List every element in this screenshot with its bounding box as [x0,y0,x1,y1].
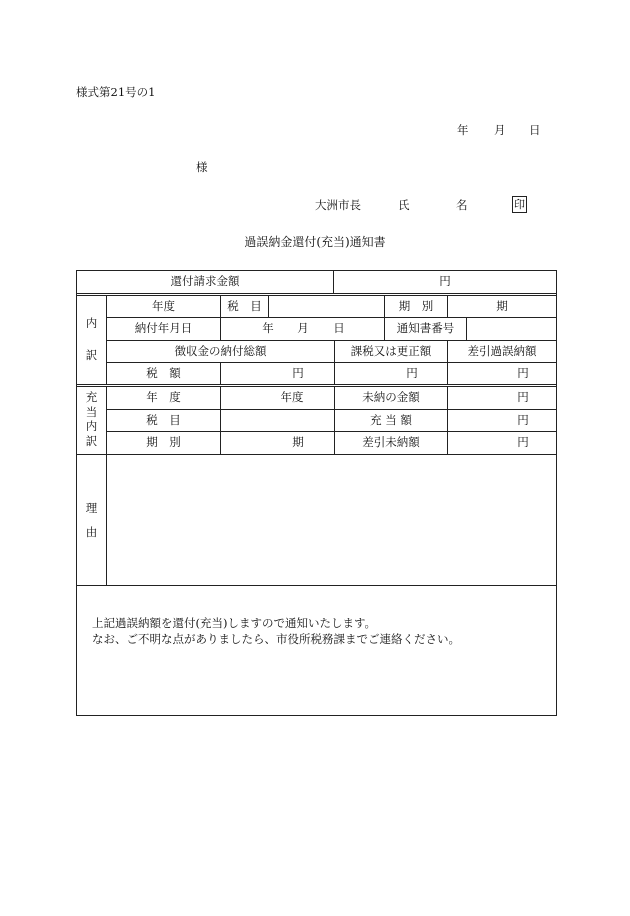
tax-changed-label: 課税又は更正額 [350,344,432,358]
col-divider [220,317,221,340]
breakdown-char: 訳 [85,348,98,362]
reason-char: 由 [85,525,98,539]
refund-amount-unit: 円 [439,274,451,288]
row-divider [77,384,556,385]
appropriation-char: 当 [85,404,98,419]
app-period-unit: 期 [292,435,304,449]
col-divider [447,386,448,454]
diff-overpaid-label: 差引過誤納額 [467,344,537,358]
app-tax-item-label: 税 目 [146,413,181,427]
breakdown-char: 内 [85,316,98,330]
form-number: 様式第21号の1 [76,85,156,99]
notice-number-label: 通知書番号 [396,321,455,335]
breakdown-label [77,315,106,363]
seal-mark: 印 [514,198,525,211]
fiscal-year-label: 年度 [152,299,175,313]
diff-unpaid-yen: 円 [517,435,529,449]
col-divider [220,362,221,384]
unpaid-amount-label: 未納の金額 [362,390,420,404]
date-year-label: 年 [457,123,469,137]
app-period-label: 期 別 [146,435,181,449]
col-divider [268,295,269,317]
unpaid-yen: 円 [517,390,529,404]
appropriation-char: 充 [85,390,98,404]
period-unit: 期 [496,299,508,313]
refund-amount-label: 還付請求金額 [170,274,240,288]
appropriated-amount-label: 充 当 額 [370,413,412,427]
tax-amount-label: 税 額 [146,366,181,380]
date-day-label: 日 [529,123,541,137]
reason-field[interactable] [107,455,556,585]
period-label: 期 別 [398,299,434,313]
name-label-first: 氏 [398,198,410,212]
form-table [76,270,557,716]
document-title: 過誤納金還付(充当)通知書 [244,235,386,249]
payment-date-month: 月 [297,321,309,335]
diff-unpaid-label: 差引未納額 [362,435,420,449]
payment-date-year: 年 [262,321,274,335]
app-year-label: 年 度 [146,390,181,404]
row-divider [77,293,556,294]
notice-line-2: なお、ご不明な点がありましたら、市役所税務課までご連絡ください。 [92,632,460,646]
appropriated-yen: 円 [517,413,529,427]
appropriation-char: 内 [85,419,98,433]
notice-line-1: 上記過誤納額を還付(充当)しますので通知いたします。 [92,616,377,630]
payment-date-day: 日 [333,321,345,335]
col-divider [466,317,467,340]
appropriation-char: 訳 [85,433,98,448]
total-paid-label: 徴収金の納付総額 [174,344,267,358]
reason-label [77,500,106,540]
mayor-title: 大洲市長 [315,198,361,212]
col-divider [220,386,221,454]
yen-unit: 円 [292,366,304,380]
appropriation-label [77,390,106,448]
date-month-label: 月 [494,123,506,137]
app-year-unit: 年度 [280,390,304,404]
reason-char: 理 [85,501,98,515]
row-divider [77,585,556,586]
addressee-suffix: 様 [196,160,208,174]
payment-date-label: 納付年月日 [134,321,193,335]
yen-unit: 円 [517,366,529,380]
tax-item-label: 税 目 [227,299,262,313]
name-label-second: 名 [456,198,468,212]
yen-unit: 円 [406,366,418,380]
